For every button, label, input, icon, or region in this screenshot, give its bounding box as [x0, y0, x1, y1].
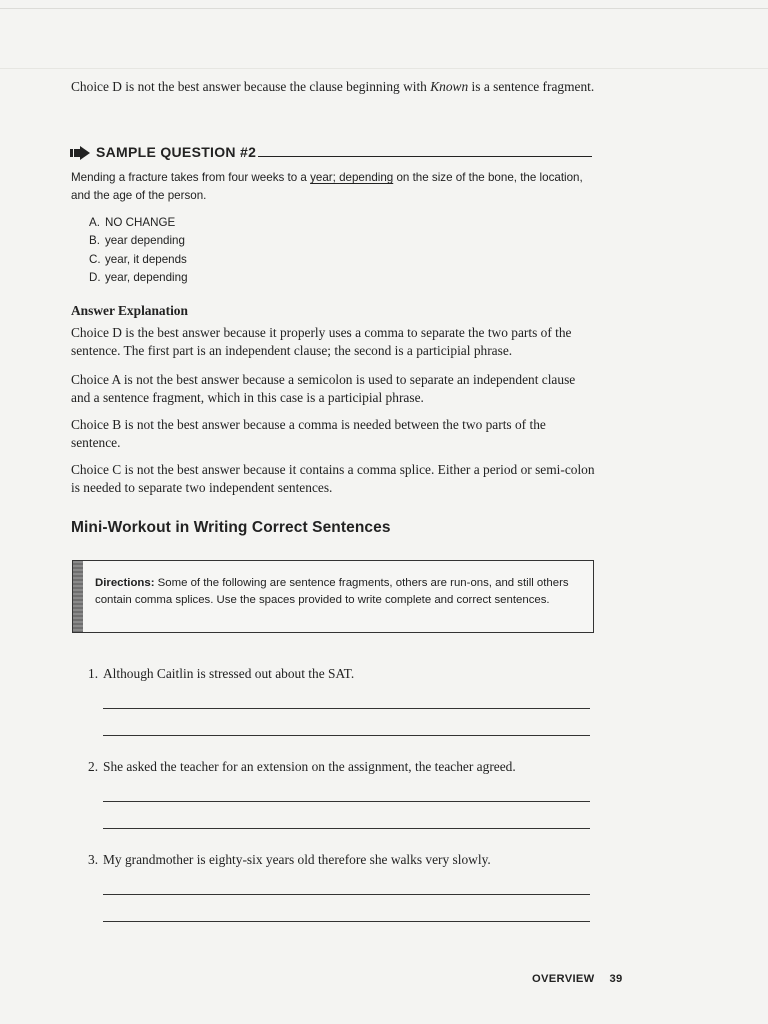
intro-text-start: Choice D is not the best answer because the clause beginning with: [71, 79, 431, 94]
option-letter: C.: [89, 252, 101, 266]
directions-side-bar: [73, 561, 83, 632]
item-text: My grandmother is eighty-six years old therefore she walks very slowly.: [103, 852, 491, 867]
page-footer: [532, 973, 623, 985]
mini-workout-heading: Mini-Workout in Writing Correct Sentences: [71, 519, 391, 536]
option-text: NO CHANGE: [105, 216, 176, 229]
directions-label: Directions:: [95, 577, 155, 589]
sample-question-header: [70, 140, 592, 160]
scan-edge-line: [0, 68, 768, 69]
title-rule: [258, 156, 592, 157]
answer-line[interactable]: [103, 735, 590, 736]
answer-line[interactable]: [103, 801, 590, 802]
item-number: 1.: [88, 666, 99, 681]
option-letter: D.: [89, 271, 101, 285]
exercise-item-1: [88, 666, 354, 682]
stem-text-end: on the size of the bone, the location, and the age of the person.: [71, 171, 583, 202]
intro-paragraph: [71, 78, 596, 96]
directions-box: [72, 560, 594, 633]
option-text: year depending: [105, 234, 185, 248]
option-text: year, depending: [105, 271, 188, 285]
option-letter: B.: [89, 234, 100, 248]
option-c: [89, 251, 188, 269]
explanation-paragraph-c: Choice C is not the best answer because it contains a comma splice. Either a period or semi-colon is needed to separate two independent sentences.: [71, 462, 595, 495]
answer-line[interactable]: [103, 894, 590, 895]
intro-italic-word: Known: [430, 79, 469, 94]
arrow-right-icon: [70, 146, 90, 160]
intro-text-end: is a sentence fragment.: [468, 79, 595, 94]
option-a: [89, 214, 188, 232]
answer-explanation-heading: Answer Explanation: [71, 303, 188, 318]
footer-section-label: OVERVIEW: [532, 973, 595, 985]
stem-text-start: Mending a fracture takes from four weeks to a: [71, 171, 311, 184]
explanation-paragraph-d: Choice D is the best answer because it properly uses a comma to separate the two parts of the sentence. The first part is an independent clause; the second is a participial phrase.: [71, 325, 572, 358]
exercise-item-3: [88, 852, 491, 868]
exercise-item-2: [88, 759, 516, 775]
item-number: 2.: [88, 759, 99, 774]
answer-line[interactable]: [103, 921, 590, 922]
item-text: She asked the teacher for an extension on the assignment, the teacher agreed.: [103, 759, 516, 774]
option-letter: A.: [89, 216, 100, 229]
option-text: year, it depends: [105, 252, 187, 266]
option-d: [89, 269, 188, 287]
sample-question-title: SAMPLE QUESTION #2: [96, 144, 257, 160]
item-number: 3.: [88, 852, 99, 867]
answer-options: [89, 214, 188, 288]
stem-underlined-text: year; depending: [310, 171, 394, 184]
explanation-paragraph-a: Choice A is not the best answer because a semicolon is used to separate an independent clause and a sentence fragment, which in this case is a participial phrase.: [71, 372, 576, 405]
directions-body: Some of the following are sentence fragments, others are run-ons, and still others contain comma splices. Use the spaces provided to write complete and correct sentences.: [95, 577, 569, 606]
answer-line[interactable]: [103, 708, 590, 709]
directions-text: [95, 575, 583, 608]
explanation-paragraph-b: Choice B is not the best answer because a comma is needed between the two parts of the sentence.: [71, 417, 546, 450]
question-stem: [71, 169, 596, 205]
item-text: Although Caitlin is stressed out about the SAT.: [103, 666, 355, 681]
answer-line[interactable]: [103, 828, 590, 829]
page-number: 39: [609, 973, 623, 985]
scan-edge-top: [0, 8, 768, 9]
option-b: [89, 232, 188, 250]
